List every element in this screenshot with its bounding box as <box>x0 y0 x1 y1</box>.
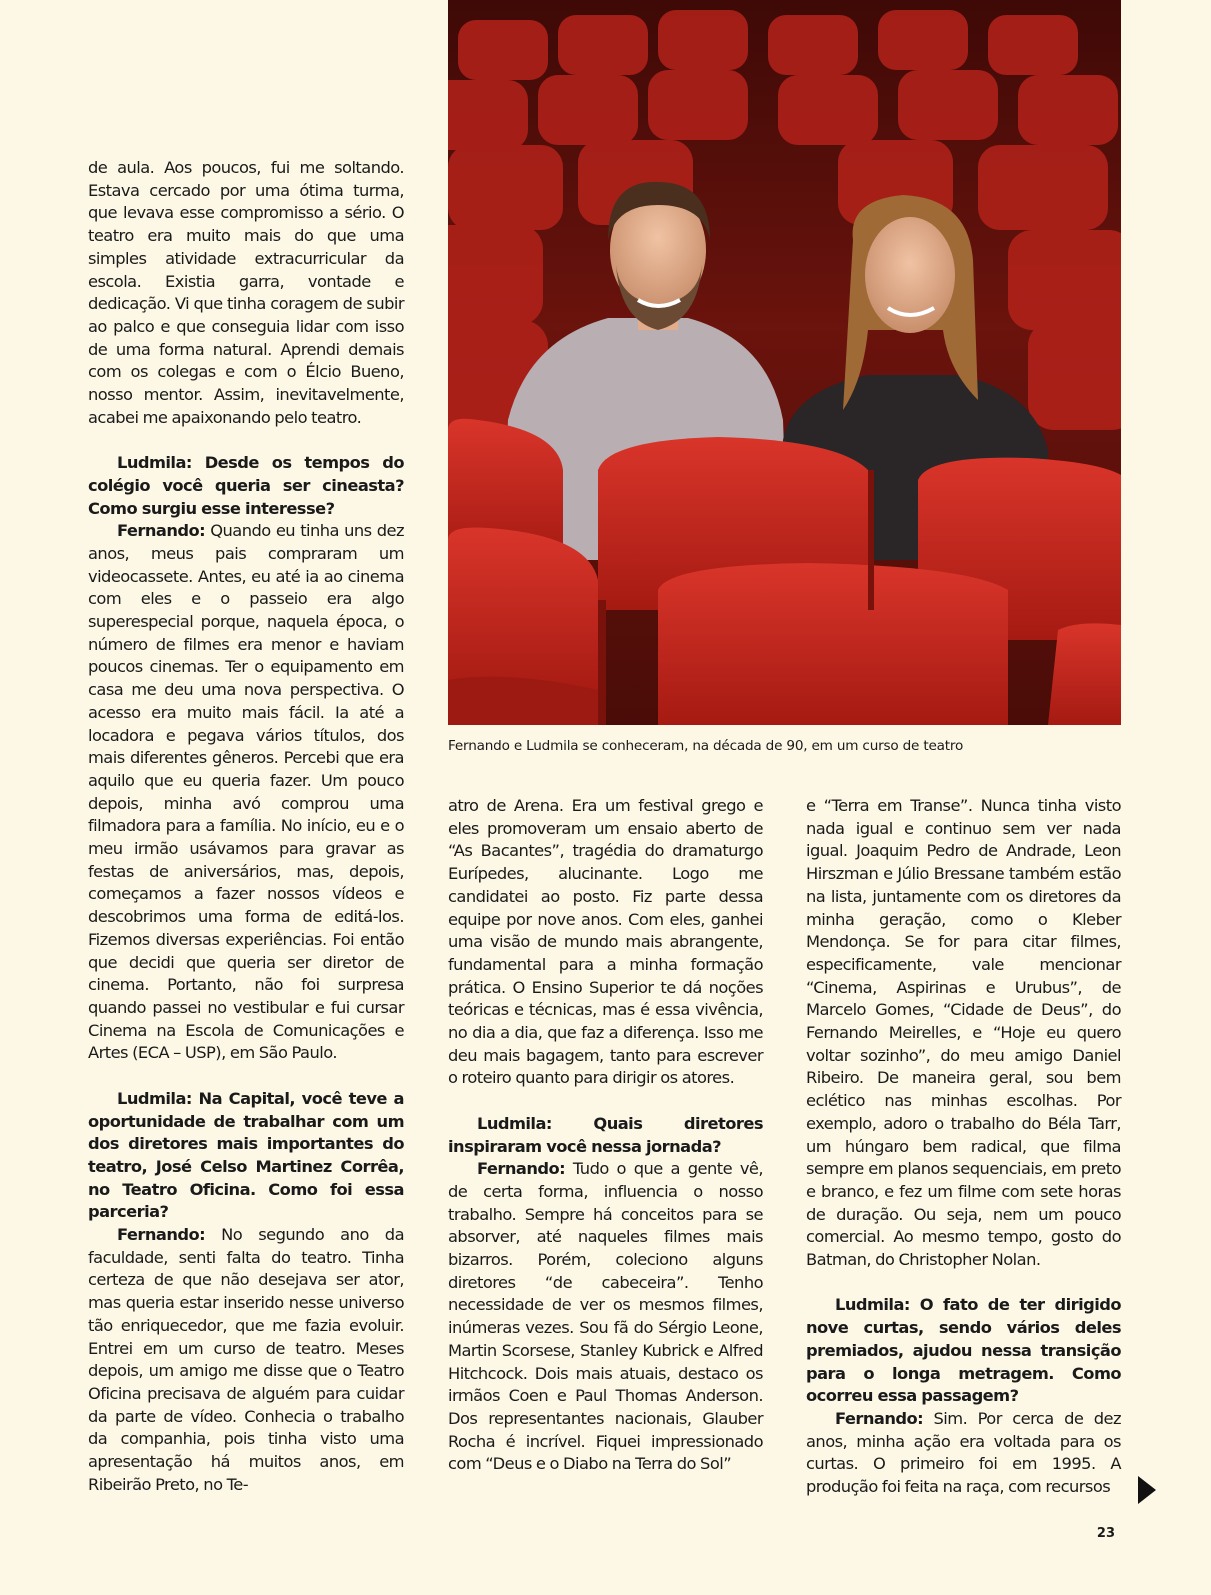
paragraph: e “Terra em Transe”. Nunca tinha visto nada igual e continuo sem ver nada igual. Joaquim Pedro de Andrade, Leon Hirszman e Júlio Bressane também estão na lista, juntamente com os diretores da minha geração, como o Kleber Mendonça. Se for para citar filmes, especificamente, vale mencionar “Cinema, Aspirinas e Urubus”, de Marcelo Gomes, “Cidade de Deus”, do Fernando Meirelles, e “Hoje eu quero voltar sozinho”, do meu amigo Daniel Ribeiro. De maneira geral, sou bem eclético nas minhas escolhas. Por exemplo, adoro o trabalho do Béla Tarr, um húngaro bem radical, que filma sempre em planos sequenciais, em preto e branco, e fez um filme com sete horas de duração. Ou seja, nem um pouco comercial. Ao mesmo tempo, gosto do Batman, do Christopher Nolan. <box>806 796 1121 1270</box>
interview-answer <box>88 520 404 1065</box>
article-column-1 <box>88 157 404 1496</box>
interview-question: Ludmila: Desde os tempos do colégio você queria ser cineasta? Como surgiu esse interesse? <box>88 453 404 518</box>
continue-arrow-icon <box>1138 1476 1156 1504</box>
photo-caption: Fernando e Ludmila se conheceram, na década de 90, em um curso de teatro <box>448 738 964 754</box>
answer-text: Tudo o que a gente vê, de certa forma, influencia o nosso trabalho. Sempre há conceitos para se absorver, até naqueles filmes mais bizarros. Porém, coleciono alguns diretores “de cabeceira”. Tenho necessidade de ver os mesmos filmes, inúmeras vezes. Sou fã do Sérgio Leone, Martin Scorsese, Stanley Kubrick e Alfred Hitchcock. Dois mais atuais, destaco os irmãos Coen e Paul Thomas Anderson. Dos representantes nacionais, Glauber Rocha é incrível. Fiquei impressionado com “Deus e o Diabo na Terra do Sol” <box>448 1159 763 1474</box>
interview-answer <box>88 1224 404 1496</box>
speaker-label: Fernando: <box>117 521 206 541</box>
interview-question: Ludmila: O fato de ter dirigido nove curtas, sendo vários deles premiados, ajudou nessa transição para o longa metragem. Como ocorreu essa passagem? <box>806 1295 1121 1406</box>
paragraph: de aula. Aos poucos, fui me soltando. Estava cercado por uma ótima turma, que levava esse compromisso a sério. O teatro era muito mais do que uma simples atividade extracurricular da escola. Existia garra, vontade e dedicação. Vi que tinha coragem de subir ao palco e que conseguia lidar com isso de uma forma natural. Aprendi demais com os colegas e com o Élcio Bueno, nosso mentor. Assim, inevitavelmente, acabei me apaixonando pelo teatro. <box>88 158 404 427</box>
interview-answer <box>806 1408 1121 1499</box>
interview-question: Ludmila: Quais diretores inspiraram você nessa jornada? <box>448 1113 763 1156</box>
interview-question: Ludmila: Na Capital, você teve a oportunidade de trabalhar com um dos diretores mais importantes do teatro, José Celso Martinez Corrêa, no Teatro Oficina. Como foi essa parceria? <box>88 1088 404 1222</box>
speaker-label: Fernando: <box>117 1225 206 1245</box>
article-column-2 <box>448 795 763 1476</box>
answer-text: Sim. Por cerca de dez anos, minha ação era voltada para os curtas. O primeiro foi em 1995. A produção foi feita na raça, com recursos <box>806 1408 1121 1497</box>
speaker-label: Fernando: <box>835 1408 924 1428</box>
article-photo <box>448 0 1121 725</box>
interview-answer <box>448 1158 763 1476</box>
article-column-3 <box>806 795 1121 1499</box>
answer-text: Quando eu tinha uns dez anos, meus pais compraram um videocassete. Antes, eu até ia ao cinema com eles e o passeio era algo superespecial porque, naquela época, o número de filmes era menor e haviam poucos cinemas. Ter o equipamento em casa me deu uma nova perspectiva. O acesso era muito mais fácil. Ia até a locadora e pegava vários títulos, dos mais diferentes gêneros. Percebi que era aquilo que eu queria fazer. Um pouco depois, minha avó comprou uma filmadora para a família. No início, eu e o meu irmão usávamos para gravar as festas de aniversários, mas, depois, começamos a fazer nossos vídeos e descobrimos uma forma de editá-los. Fizemos diversas experiências. Foi então que decidi que queria ser diretor de cinema. Portanto, não foi surpresa quando passei no vestibular e fui cursar Cinema na Escola de Comunicações e Artes (ECA – USP), em São Paulo. <box>88 521 404 1063</box>
page-number: 23 <box>1096 1526 1115 1541</box>
paragraph: atro de Arena. Era um festival grego e eles promoveram um ensaio aberto de “As Bacantes”, tragédia do dramaturgo Eurípedes, alucinante. Logo me candidatei ao posto. Fiz parte dessa equipe por nove anos. Com eles, ganhei uma visão de mundo mais abrangente, fundamental para a minha formação prática. O Ensino Superior te dá noções teóricas e técnicas, mas é essa vivência, no dia a dia, que faz a diferença. Isso me deu mais bagagem, tanto para escrever o roteiro quanto para dirigir os atores. <box>448 796 763 1088</box>
answer-text: No segundo ano da faculdade, senti falta do teatro. Tinha certeza de que não desejava ser ator, mas queria estar inserido nesse universo tão enriquecedor, que me fazia evoluir. Entrei em um curso de teatro. Meses depois, um amigo me disse que o Teatro Oficina precisava de alguém para cuidar da parte de vídeo. Conhecia o trabalho da companhia, pois tinha visto uma apresentação há muitos anos, em Ribeirão Preto, no Te- <box>88 1225 404 1494</box>
speaker-label: Fernando: <box>477 1159 566 1179</box>
